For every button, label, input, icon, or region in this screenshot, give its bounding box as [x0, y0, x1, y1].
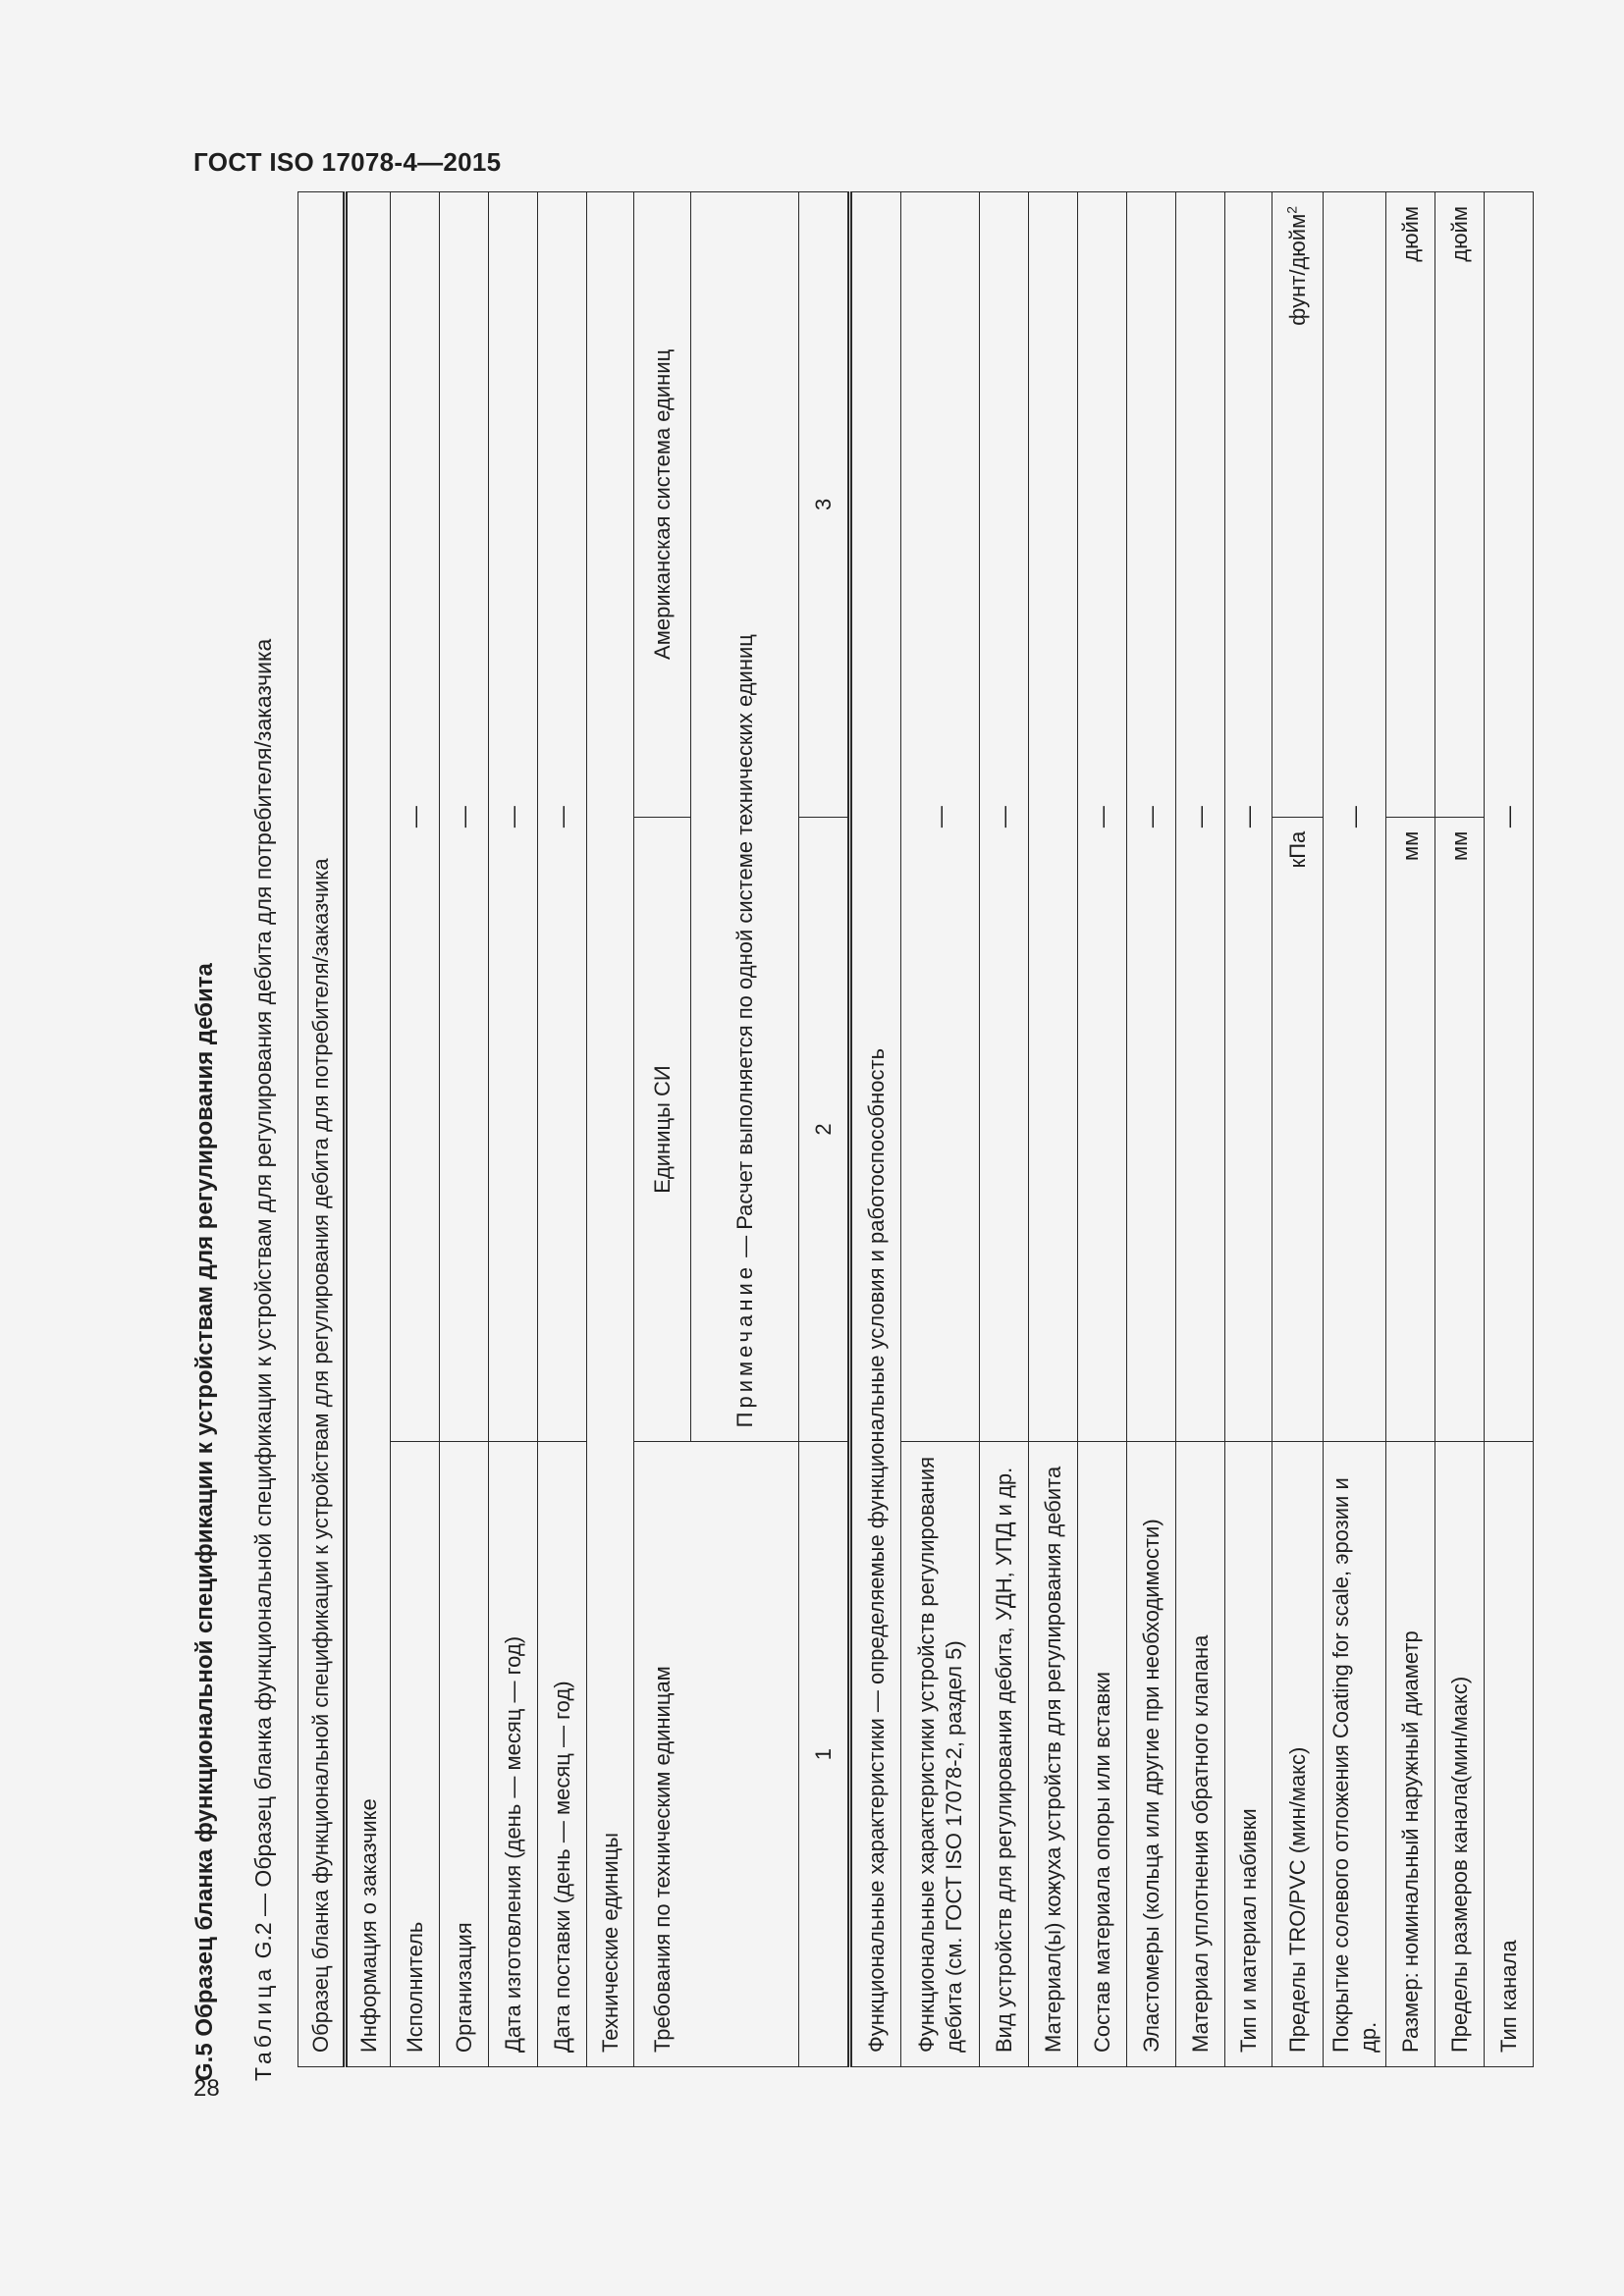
func-row [901, 192, 980, 2067]
func-value: — [1078, 192, 1127, 1442]
func-label: Тип канала [1485, 1442, 1534, 2067]
func-value: — [1127, 192, 1176, 1442]
section-title: G.5 Образец бланка функциональной спецификации к устройствам для регулирования дебита [191, 963, 218, 2081]
column-number: 1 [799, 1442, 850, 2067]
func-row [1435, 192, 1485, 2067]
table-title-cell: Образец бланка функциональной спецификации к устройствам для регулирования дебита для потребителя/заказчика [298, 192, 346, 2067]
note-cell [691, 192, 799, 1442]
info-label: Дата изготовления (день — месяц — год) [489, 1442, 538, 2067]
customer-info-cell: Информация о заказчике [346, 192, 391, 2067]
si-unit: мм [1386, 817, 1435, 1442]
func-row [1324, 192, 1386, 2067]
func-label: Состав материала опоры или вставки [1078, 1442, 1127, 2067]
func-label: Эластомеры (кольца или другие при необходимости) [1127, 1442, 1176, 2067]
si-unit: мм [1435, 817, 1485, 1442]
info-row [489, 192, 538, 2067]
table-title-row [298, 192, 346, 2067]
column-numbers-row [799, 192, 850, 2067]
si-units-header: Единицы СИ [634, 817, 691, 1442]
note-row [691, 192, 799, 2067]
table-caption [250, 639, 277, 2081]
note-label: Примечание [731, 1263, 757, 1428]
info-row [391, 192, 440, 2067]
table-caption-label: Таблица [250, 1964, 276, 2081]
note-spacer-cell [691, 1442, 799, 2067]
func-header-row [850, 192, 901, 2067]
func-label: Тип и материал набивки [1225, 1442, 1272, 2067]
func-header-cell: Функциональные характеристики — определяемые функциональные условия и работоспособность [850, 192, 901, 2067]
func-value: — [980, 192, 1029, 1442]
rotated-content [182, 177, 1546, 2081]
func-row [1485, 192, 1534, 2067]
us-unit-sup: 2 [1283, 206, 1300, 214]
us-units-header: Американская система единиц [634, 192, 691, 818]
us-unit-text: фунт/дюйм [1284, 213, 1310, 326]
func-row [1078, 192, 1127, 2067]
func-label: Размер: номинальный наружный диаметр [1386, 1442, 1435, 2067]
customer-info-row [346, 192, 391, 2067]
func-value: — [1324, 192, 1386, 1442]
info-label: Исполнитель [391, 1442, 440, 2067]
page-number: 28 [193, 2075, 220, 2102]
func-value: — [901, 192, 980, 1442]
func-row [1272, 192, 1324, 2067]
column-number: 3 [799, 192, 850, 818]
document-header: ГОСТ ISO 17078-4—2015 [193, 147, 502, 177]
func-row [1127, 192, 1176, 2067]
note-text: — Расчет выполняется по одной системе технических единиц [731, 634, 757, 1263]
si-unit: кПа [1272, 817, 1324, 1442]
units-req-row [634, 192, 691, 2067]
tech-units-cell: Технические единицы [587, 192, 634, 2067]
func-label: Пределы размеров канала(мин/макс) [1435, 1442, 1485, 2067]
func-row [1029, 192, 1078, 2067]
func-row [1176, 192, 1225, 2067]
func-label: Материал(ы) кожуха устройств для регулирования дебита [1029, 1442, 1078, 2067]
func-label: Пределы TRO/PVC (мин/макс) [1272, 1442, 1324, 2067]
info-value: — [391, 192, 440, 1442]
units-req-label: Требования по техническим единицам [634, 1442, 691, 2067]
info-row [538, 192, 587, 2067]
info-value: — [538, 192, 587, 1442]
func-label: Функциональные характеристики устройств регулирования дебита (см. ГОСТ ISO 17078-2, раздел 5) [901, 1442, 980, 2067]
spec-table [298, 191, 1534, 2067]
func-row [1225, 192, 1272, 2067]
func-value [1029, 192, 1078, 1442]
info-value: — [440, 192, 489, 1442]
info-row [440, 192, 489, 2067]
func-row [980, 192, 1029, 2067]
column-number: 2 [799, 817, 850, 1442]
func-label: Вид устройств для регулирования дебита, УДН, УПД и др. [980, 1442, 1029, 2067]
func-label: Материал уплотнения обратного клапана [1176, 1442, 1225, 2067]
func-value: — [1176, 192, 1225, 1442]
func-row [1386, 192, 1435, 2067]
info-label: Организация [440, 1442, 489, 2067]
func-label: Покрытие солевого отложения Coating for scale, эрозии и др. [1324, 1442, 1386, 2067]
us-unit: дюйм [1435, 192, 1485, 818]
func-value: — [1485, 192, 1534, 1442]
tech-units-row [587, 192, 634, 2067]
us-unit [1272, 192, 1324, 818]
table-caption-text: G.2 — Образец бланка функциональной спецификации к устройствам для регулирования дебита для потребителя/заказчика [250, 638, 276, 1959]
info-value: — [489, 192, 538, 1442]
func-value: — [1225, 192, 1272, 1442]
us-unit: дюйм [1386, 192, 1435, 818]
info-label: Дата поставки (день — месяц — год) [538, 1442, 587, 2067]
